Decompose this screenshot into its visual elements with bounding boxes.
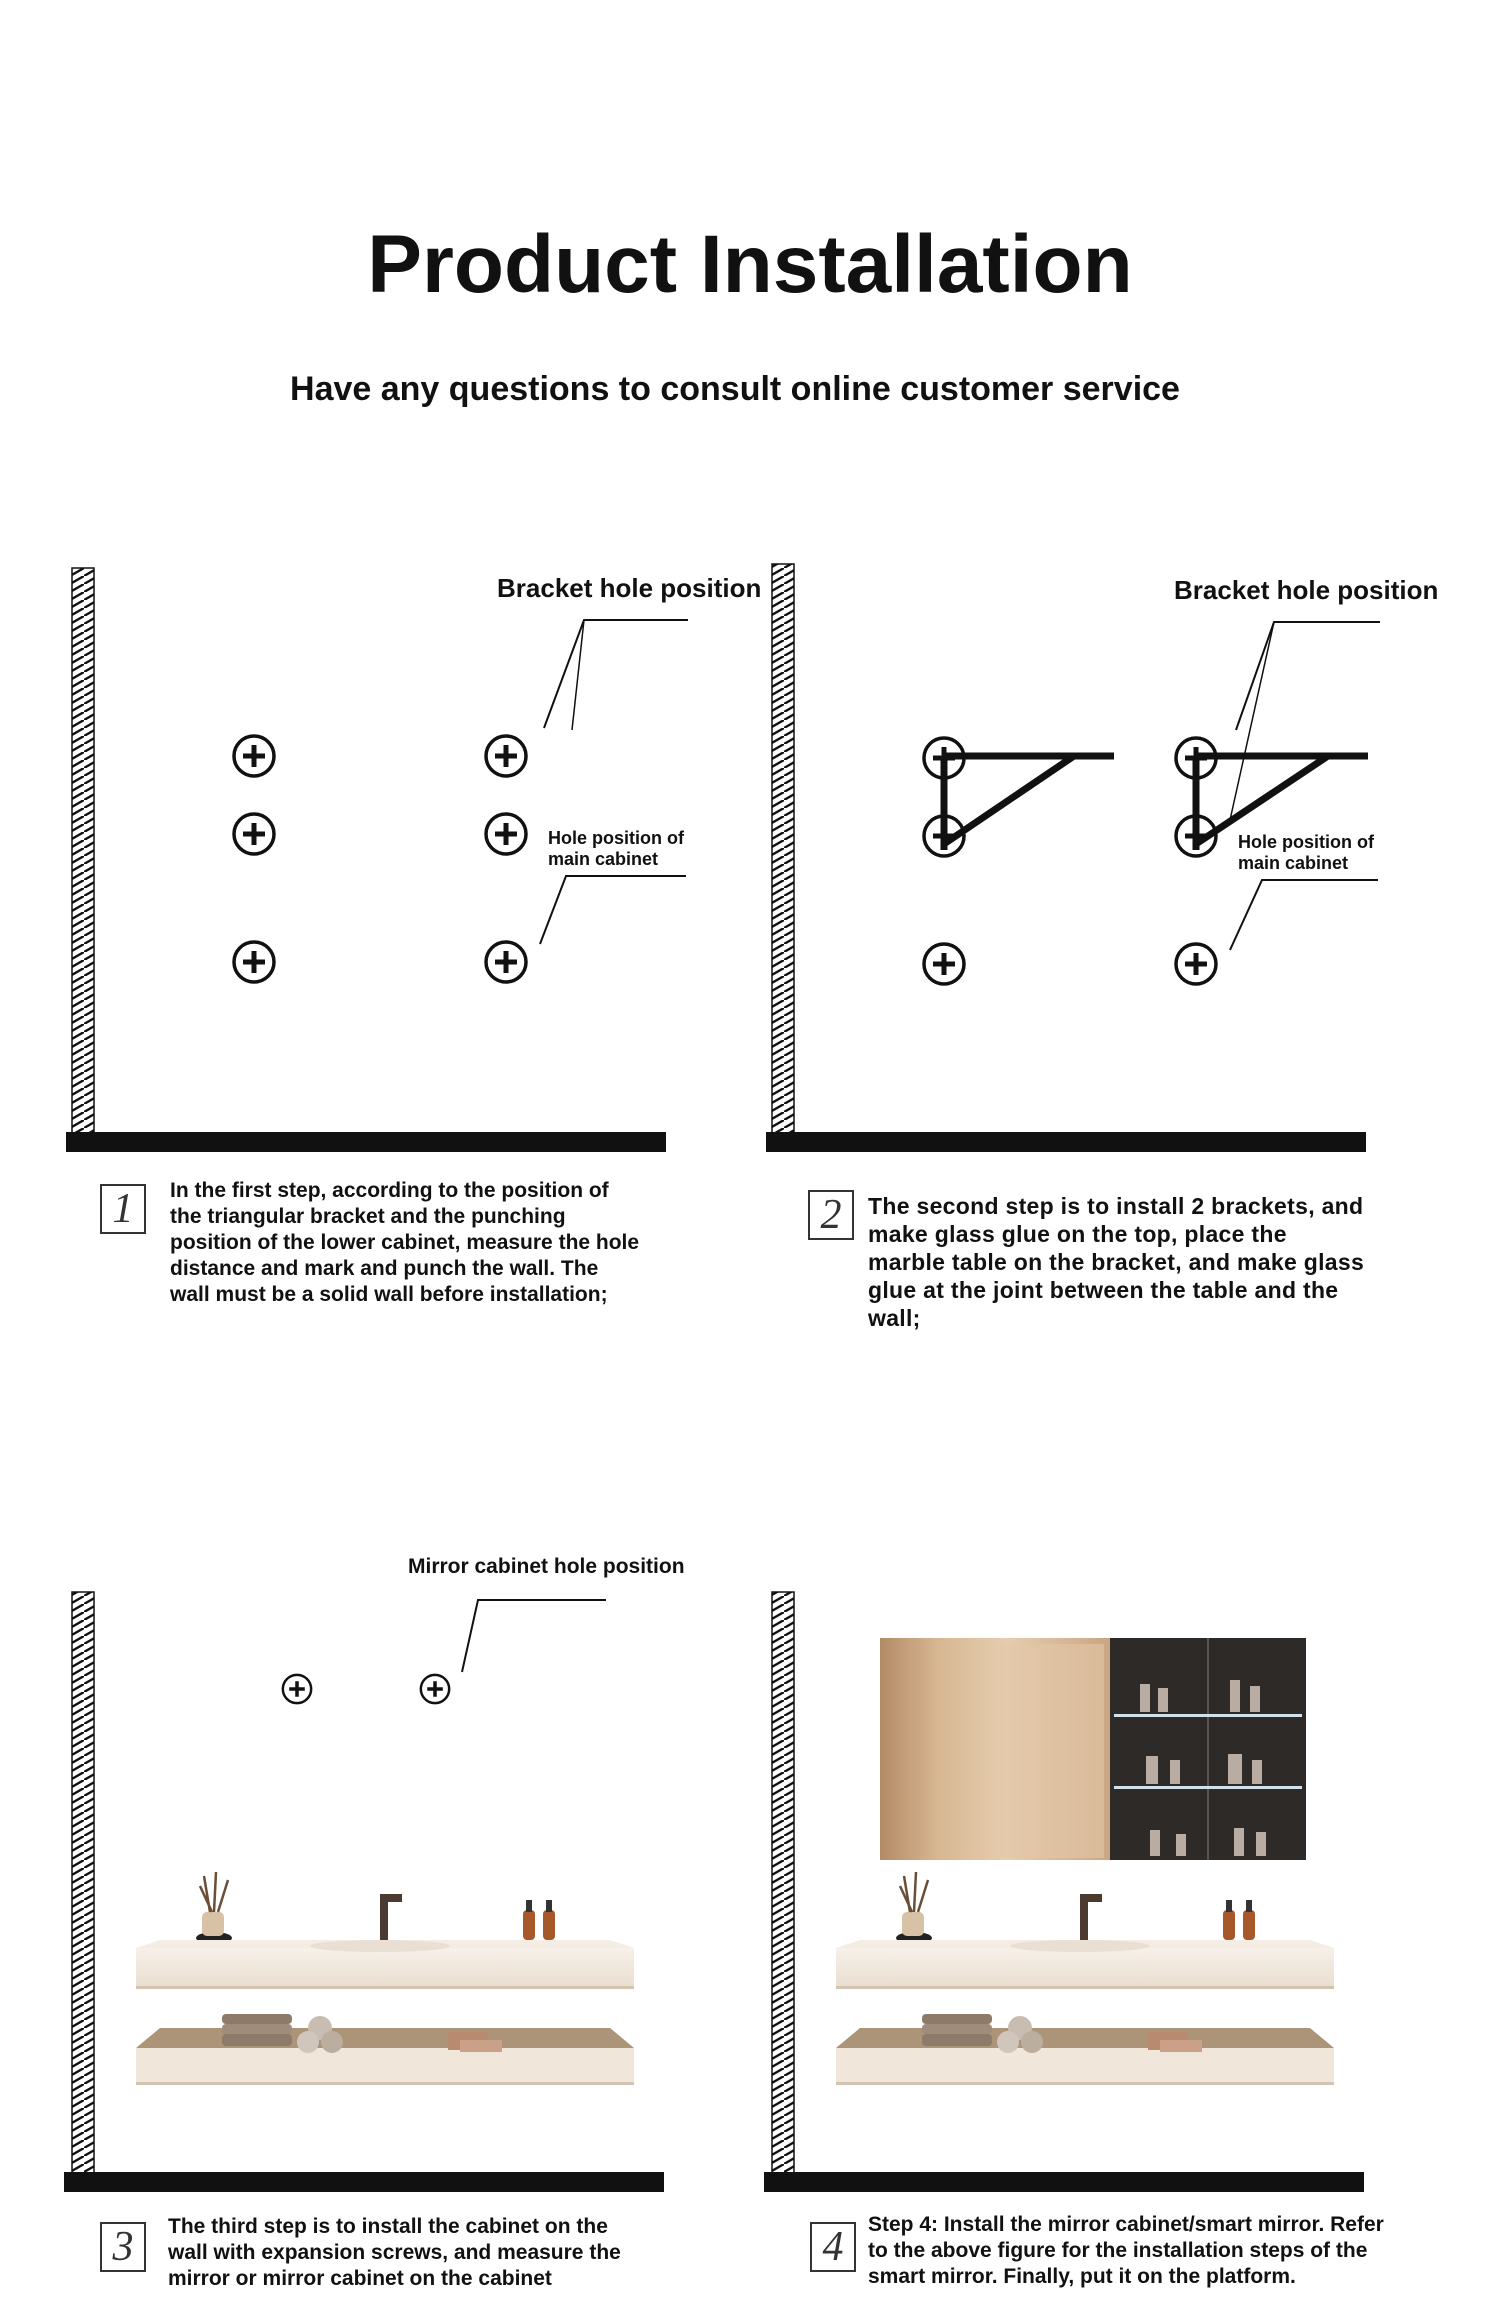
screw-hole-icon [234, 942, 274, 982]
screw-hole-icon [486, 942, 526, 982]
wall-diagram [700, 1580, 1400, 2200]
step-description: Step 4: Install the mirror cabinet/smart mirror. Refer to the above figure for the installation steps of the smart mirror. Finally, put it on the platform. [868, 2213, 1384, 2288]
leader-line [462, 1600, 606, 1672]
mirror-hole-label: Mirror cabinet hole position [408, 1555, 685, 1578]
bracket-hole-label: Bracket hole position [1174, 575, 1439, 605]
page-title: Product Installation [367, 219, 1133, 310]
wall-hatch [72, 1592, 94, 2178]
screw-hole-icon [234, 814, 274, 854]
vanity-cabinet-icon [836, 1872, 1334, 2085]
floor-line [764, 2172, 1364, 2192]
bracket-icon [944, 756, 1114, 850]
step-description: The second step is to install 2 brackets, and make glass glue on the top, place the marble table on the bracket, and make glass glue at the joint between the table and the wall; [868, 1193, 1365, 1331]
step-number-badge: 1 [100, 1184, 146, 1234]
vanity-cabinet-icon [136, 1872, 634, 2085]
step-number-badge: 3 [100, 2222, 146, 2272]
step-description: In the first step, according to the position of the triangular bracket and the punching position of the lower cabinet, measure the hole distance and mark and punch the wall. The wall must be a solid wall before installation; [170, 1179, 640, 1306]
screw-hole-icon [283, 1675, 311, 1703]
screw-hole-icon [234, 736, 274, 776]
screw-hole-icon [1176, 944, 1216, 984]
leader-line [540, 876, 686, 944]
wall-hatch [772, 1592, 794, 2178]
step-description: The third step is to install the cabinet on the wall with expansion screws, and measure the mirror or mirror cabinet on the cabinet [168, 2215, 621, 2290]
screw-hole-icon [486, 736, 526, 776]
leader-line [1230, 622, 1274, 820]
mirror-cabinet-icon [880, 1638, 1306, 1860]
wall-hatch [72, 568, 94, 1138]
wall-diagram [0, 1580, 700, 2200]
leader-line [544, 620, 688, 728]
leader-line [1230, 880, 1378, 950]
main-cabinet-hole-label: Hole position of main cabinet [548, 828, 684, 869]
step-number-badge: 4 [810, 2222, 856, 2272]
wall-hatch [772, 564, 794, 1138]
floor-line [766, 1132, 1366, 1152]
page-subtitle: Have any questions to consult online customer service [290, 370, 1180, 408]
screw-hole-icon [486, 814, 526, 854]
floor-line [64, 2172, 664, 2192]
screw-hole-icon [421, 1675, 449, 1703]
main-cabinet-hole-label: Hole position of main cabinet [1238, 832, 1374, 873]
screw-hole-icon [924, 944, 964, 984]
step-number-badge: 2 [808, 1190, 854, 1240]
floor-line [66, 1132, 666, 1152]
leader-line [1236, 622, 1380, 730]
bracket-hole-label: Bracket hole position [497, 573, 762, 603]
